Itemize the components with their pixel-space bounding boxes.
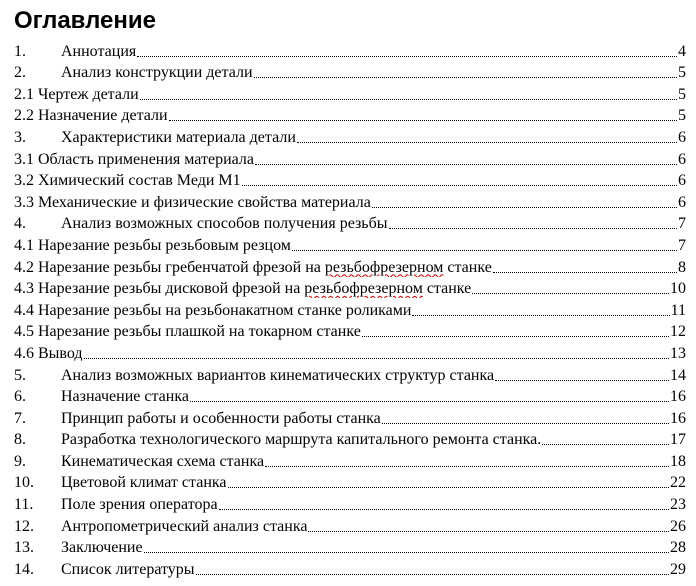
toc-entry[interactable] <box>14 233 686 255</box>
toc-entry[interactable] <box>14 147 686 169</box>
toc-entry-number: 7. <box>14 409 26 427</box>
toc-entry-text: Чертеж детали <box>38 85 139 103</box>
toc-entry-page: 23 <box>670 496 686 514</box>
toc-leader-dots <box>362 336 669 337</box>
toc-entry-text: Область применения материала <box>38 150 254 168</box>
toc-entry[interactable] <box>14 104 686 126</box>
toc-entry[interactable] <box>14 492 686 514</box>
toc-entry-text: Назначение детали <box>38 107 168 125</box>
toc-entry-page: 7 <box>678 215 686 233</box>
toc-entry-number: 3. <box>14 128 26 146</box>
toc-entry-text <box>38 280 471 298</box>
toc-entry-text: Поле зрения оператора <box>61 496 218 514</box>
spellcheck-underlined-word: резьбофрезерном <box>304 280 423 298</box>
toc-leader-dots <box>308 531 669 532</box>
toc-text-part: станке <box>443 258 492 276</box>
toc-entry-page: 6 <box>678 150 686 168</box>
toc-entry-page: 5 <box>678 85 686 103</box>
toc-text-part: Нарезание резьбы дисковой фрезой на <box>38 280 305 298</box>
toc-leader-dots <box>190 401 669 402</box>
toc-leader-dots <box>382 423 669 424</box>
toc-entry[interactable] <box>14 514 686 536</box>
toc-list <box>14 39 686 579</box>
toc-leader-dots <box>372 207 677 208</box>
toc-entry-text: Назначение станка <box>61 388 189 406</box>
toc-entry-number: 3.2 <box>14 172 34 190</box>
toc-entry-number: 9. <box>14 452 26 470</box>
toc-entry-page: 8 <box>678 258 686 276</box>
toc-leader-dots <box>493 272 677 273</box>
toc-entry-text: Нарезание резьбы плашкой на токарном станке <box>38 323 361 341</box>
toc-leader-dots <box>219 509 669 510</box>
toc-leader-dots <box>228 487 669 488</box>
toc-leader-dots <box>196 574 669 575</box>
toc-entry[interactable] <box>14 125 686 147</box>
toc-leader-dots <box>495 380 669 381</box>
toc-leader-dots <box>254 77 677 78</box>
toc-entry-number: 6. <box>14 388 26 406</box>
toc-entry[interactable] <box>14 341 686 363</box>
toc-entry-number: 4.3 <box>14 280 34 298</box>
toc-entry-text: Анализ возможных способов получения резьбы <box>61 215 388 233</box>
toc-leader-dots <box>265 466 669 467</box>
toc-entry-text: Механические и физические свойства материала <box>38 193 371 211</box>
toc-entry[interactable] <box>14 471 686 493</box>
toc-entry-number: 2.2 <box>14 107 34 125</box>
toc-entry-page: 6 <box>678 128 686 146</box>
toc-leader-dots <box>255 164 677 165</box>
toc-entry-page: 5 <box>678 64 686 82</box>
toc-text-part: Нарезание резьбы гребенчатой фрезой на <box>38 258 325 276</box>
toc-entry-page: 4 <box>678 42 686 60</box>
toc-entry-number: 2.1 <box>14 85 34 103</box>
toc-entry[interactable] <box>14 212 686 234</box>
toc-entry-number: 1. <box>14 42 26 60</box>
toc-entry[interactable] <box>14 449 686 471</box>
toc-entry-page: 29 <box>670 560 686 578</box>
toc-entry-page: 18 <box>670 452 686 470</box>
toc-entry-number: 4.5 <box>14 323 34 341</box>
toc-leader-dots <box>137 56 677 57</box>
toc-entry-page: 10 <box>670 280 686 298</box>
toc-entry-page: 11 <box>670 301 686 319</box>
toc-entry-text: Антропометрический анализ станка <box>61 517 308 535</box>
toc-leader-dots <box>169 120 677 121</box>
toc-entry-page: 12 <box>670 323 686 341</box>
toc-entry-text: Характеристики материала детали <box>61 128 296 146</box>
toc-leader-dots <box>472 293 669 294</box>
toc-entry-number: 3.1 <box>14 150 34 168</box>
toc-entry-page: 6 <box>678 193 686 211</box>
toc-entry-number: 4. <box>14 215 26 233</box>
toc-entry-page: 26 <box>670 517 686 535</box>
toc-entry[interactable] <box>14 406 686 428</box>
toc-entry-page: 6 <box>678 172 686 190</box>
toc-entry-text: Заключение <box>61 539 143 557</box>
toc-entry[interactable] <box>14 428 686 450</box>
toc-entry[interactable] <box>14 190 686 212</box>
toc-entry-page: 16 <box>670 388 686 406</box>
toc-entry-text: Кинематическая схема станка <box>61 452 265 470</box>
toc-entry-text: Аннотация <box>61 42 137 60</box>
toc-entry-text: Список литературы <box>61 560 195 578</box>
toc-entry-number: 2. <box>14 64 26 82</box>
toc-entry-text: Нарезание резьбы резьбовым резцом <box>38 236 291 254</box>
toc-entry-number: 13. <box>14 539 34 557</box>
toc-leader-dots <box>144 552 669 553</box>
toc-entry-text: Нарезание резьбы на резьбонакатном станке роликами <box>38 301 412 319</box>
toc-leader-dots <box>140 99 677 100</box>
toc-entry-page: 14 <box>670 366 686 384</box>
toc-entry-number: 10. <box>14 474 34 492</box>
toc-entry-text: Анализ конструкции детали <box>61 64 253 82</box>
toc-entry-text: Химический состав Меди М1 <box>38 172 241 190</box>
toc-entry[interactable] <box>14 298 686 320</box>
toc-leader-dots <box>84 358 669 359</box>
toc-leader-dots <box>297 142 677 143</box>
toc-leader-dots <box>389 228 678 229</box>
toc-title: Оглавление <box>14 7 156 34</box>
toc-leader-dots <box>242 185 677 186</box>
toc-entry-number: 12. <box>14 517 34 535</box>
toc-entry-number: 4.6 <box>14 344 34 362</box>
toc-entry-number: 4.2 <box>14 258 34 276</box>
spellcheck-underlined-word: резьбофрезерном <box>324 258 444 276</box>
toc-entry-text: Разработка технологического маршрута капитального ремонта станка. <box>61 431 542 449</box>
toc-entry[interactable] <box>14 557 686 579</box>
toc-entry[interactable] <box>14 39 686 61</box>
toc-entry-page: 13 <box>670 344 686 362</box>
toc-entry-number: 14. <box>14 560 34 578</box>
toc-entry[interactable] <box>14 385 686 407</box>
toc-entry-text: Цветовой климат станка <box>61 474 227 492</box>
toc-entry[interactable] <box>14 320 686 342</box>
toc-entry-page: 22 <box>670 474 686 492</box>
toc-entry-number: 5. <box>14 366 26 384</box>
toc-entry-text <box>38 259 492 277</box>
toc-entry[interactable] <box>14 363 686 385</box>
toc-entry-number: 8. <box>14 431 26 449</box>
toc-text-part: станке <box>422 280 472 298</box>
toc-leader-dots <box>542 444 669 445</box>
toc-entry-number: 4.1 <box>14 236 34 254</box>
toc-entry-number: 3.3 <box>14 193 34 211</box>
toc-leader-dots <box>292 250 677 251</box>
toc-entry-page: 7 <box>678 236 686 254</box>
toc-leader-dots <box>412 315 669 316</box>
toc-entry-text: Вывод <box>38 344 83 362</box>
toc-entry[interactable] <box>14 536 686 558</box>
toc-entry-page: 5 <box>678 107 686 125</box>
toc-entry-number: 4.4 <box>14 301 34 319</box>
toc-entry-text: Принцип работы и особенности работы станка <box>61 409 381 427</box>
toc-entry-page: 16 <box>670 409 686 427</box>
toc-entry[interactable] <box>14 277 686 299</box>
toc-entry[interactable] <box>14 61 686 83</box>
toc-entry-text: Анализ возможных вариантов кинематических структур станка <box>61 366 495 384</box>
toc-entry-page: 28 <box>670 539 686 557</box>
toc-entry[interactable] <box>14 82 686 104</box>
toc-entry[interactable] <box>14 169 686 191</box>
toc-entry-number: 11. <box>14 496 34 514</box>
toc-entry[interactable] <box>14 255 686 277</box>
toc-entry-page: 17 <box>670 431 686 449</box>
